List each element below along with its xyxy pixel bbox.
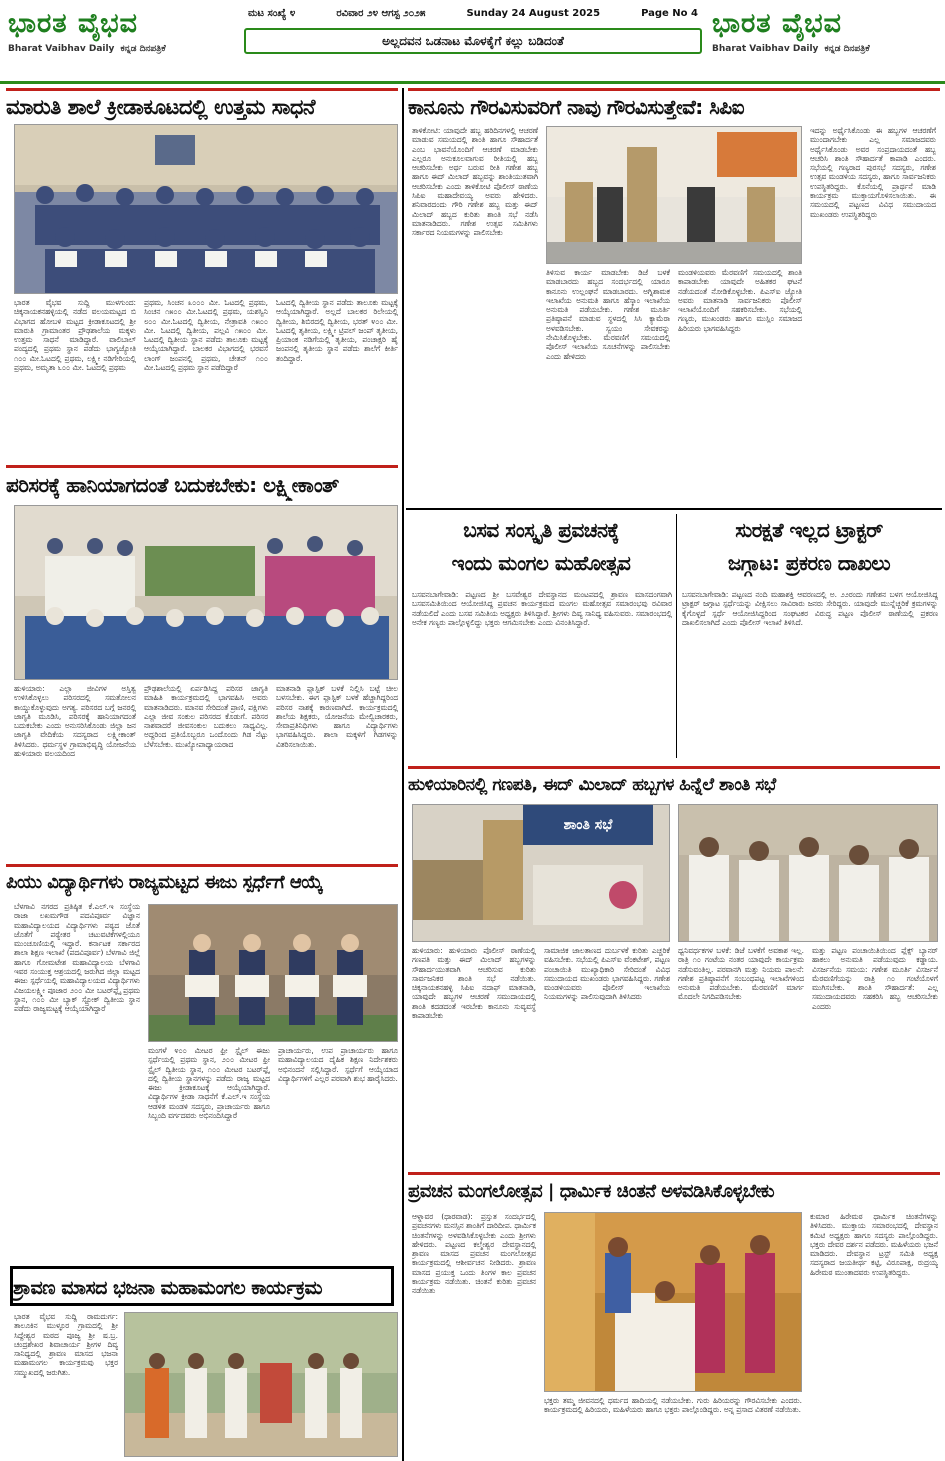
article-text: ಬೆಳಗಾವಿ ನಗರದ ಪ್ರತಿಷ್ಠಿತ ಕೆ.ಎಲ್.ಇ ಸಂಸ್ಥೆಯ ರಾಜಾ ಲಖಮಗೌಡ ಪದವಿಪೂರ್ವ ವಿಜ್ಞಾನ ಮಹಾವಿದ್ಯಾಲಯದ ವಿದ್ಯಾರ್ಥಿಗಳು ಪಠ್ಯದ ಜೊತೆ ಜೊತೆಗೆ ಪಠ್ಯೇತರ ಚಟುವಟಿಕೆಗಳಲ್ಲಿಯೂ ಮುಂಚೂಣಿಯಲ್ಲಿ ಇದ್ದಾರೆ. ಕರ್ನಾಟಕ ಸರ್ಕಾರದ ಶಾಲಾ ಶಿಕ್ಷಣ ಇಲಾಖೆ (ಪದವಿಪೂರ್ವ) ಬೆಳಗಾವಿ ಜಿಲ್ಲೆ ಹಾಗೂ ಗೋಮಟೇಶ ಮಹಾವಿದ್ಯಾಲಯ ಬೆಳಗಾವಿ ಇವರ ಸಂಯುಕ್ತ ಆಶ್ರಯದಲ್ಲಿ ಜರುಗಿದ ಜಿಲ್ಲಾ ಮಟ್ಟದ ಈಜು ಸ್ಪರ್ಧೆಯಲ್ಲಿ ಮಹಾವಿದ್ಯಾಲಯದ ವಿದ್ಯಾರ್ಥಿಗಳು ವಿಜಯಲಕ್ಷ್ಮೀ ಪೂಜಾರ ೨೦೦ ಮೀ ಬಟರ್‌ಫ್ಲೈ ಪ್ರಥಮ ಸ್ಥಾನ, ೧೦೦ ಮೀ ಬ್ಯಾಕ್ ಸ್ಟ್ರೋಕ್ ದ್ವಿತೀಯ ಸ್ಥಾನ ಪಡೆದು ರಾಜ್ಯಮಟ್ಟಕ್ಕೆ ಆಯ್ಕೆಯಾಗಿದ್ದಾರೆ — [14, 902, 140, 1014]
photo-students-with-certificates — [14, 124, 398, 294]
headline-line: ಬಸವ ಸಂಸ್ಕೃತಿ ಪ್ರವಚನಕ್ಕೆ — [463, 518, 619, 542]
photo-peace-meeting — [546, 126, 802, 264]
article-text: ಮತ್ತು ಪಟ್ಟಣ ಪಂಚಾಯಿತಿಯಿಂದ ಪ್ಲೆಕ್ಸ್ ಬ್ಯಾನರ್ ಹಾಕಲು ಅನುಮತಿ ಪಡೆಯುವುದು ಕಡ್ಡಾಯ. ವಿಸರ್ಜನೆಯ ಸಮಯ: ಗಣೇಶ ಮೂರ್ತಿ ವಿಸರ್ಜನೆ ಮೆರವಣಿಗೆಯನ್ನು ರಾತ್ರಿ ೧೦ ಗಂಟೆಯೊಳಗೆ ಮುಗಿಸಬೇಕು. ಶಾಂತಿ ಸೌಹಾರ್ದತೆ: ಎಲ್ಲ ಸಮುದಾಯದವರು ಸಹಕರಿಸಿ ಹಬ್ಬ ಆಚರಿಸಬೇಕು ಎಂದರು — [812, 946, 938, 1011]
logo-title: ಭಾರತ ವೈಭವ — [712, 8, 842, 39]
logo-english: Bharat Vaibhav Daily — [712, 44, 819, 54]
article-text: ಮಂಡಳಿಯವರು ಮೆರವಣಿಗೆ ಸಮಯದಲ್ಲಿ ಶಾಂತಿ ಕಾಪಾಡಬೇಕು ಯಾವುದೇ ಅಹಿತಕರ ಘಟನೆ ನಡೆಯದಂತೆ ನೋಡಿಕೊಳ್ಳಬೇಕು. ಪಿಎಸ್ಐ ಜ್ಯೋತಿ ಅವರು ಮಾತನಾಡಿ ಸಾರ್ವಜನಿಕರು ಪೊಲೀಸ್ ಇಲಾಖೆಯೊಂದಿಗೆ ಸಹಕರಿಸಬೇಕು. ಸಭೆಯಲ್ಲಿ ಗಣ್ಯರು, ಮುಖಂಡರು ಹಾಗೂ ಮುಸ್ಲಿಂ ಸಮಾಜದ ಹಿರಿಯರು ಭಾಗವಹಿಸಿದ್ದರು — [678, 268, 802, 333]
headline-pravachana-mangalotsava: ಪ್ರವಚನ ಮಂಗಲೋತ್ಸವ | ಧಾರ್ಮಿಕ ಚಿಂತನೆ ಅಳವಡಿಸಿಕೊಳ್ಳಬೇಕು — [408, 1172, 940, 1208]
article-text: ಭಾರತ ವೈಭವ ಸುದ್ದಿ ರಾಮದುರ್ಗ: ತಾಲೂಕಿನ ಮುಳ್ಳೂರ ಗ್ರಾಮದಲ್ಲಿ ಶ್ರೀ ಸಿದ್ದೇಶ್ವರ ಮಠದ ಪೂಜ್ಯ ಶ್ರೀ ಷ.ಬ್ರ. ಚಂದ್ರಶೇಖರ ಶಿವಾಚಾರ್ಯ ಶ್ರೀಗಳ ದಿವ್ಯ ಸಾನಿಧ್ಯದಲ್ಲಿ ಶ್ರಾವಣ ಮಾಸದ ಭಜನಾ ಮಹಾಮಂಗಲ ಕಾರ್ಯಕ್ರಮವು ಭಕ್ತರ ಸಮ್ಮುಖದಲ್ಲಿ ಜರುಗಿತು. — [14, 1312, 118, 1377]
article-text: ಮಂಗಳೆ ೪೦೦ ಮೀಟರ ಫ್ರೀ ಸ್ಟೈಲ್ ಈಜು ಸ್ಪರ್ಧೆಯಲ್ಲಿ ಪ್ರಥಮ ಸ್ಥಾನ, ೨೦೦ ಮೀಟರ ಫ್ರೀ ಸ್ಟೈಲ್ ದ್ವಿತೀಯ ಸ್ಥಾನ, ೧೦೦ ಮೀಟರ ಬಟರ್‌ಫ್ಲೈ ದಲ್ಲಿ ದ್ವಿತೀಯ ಸ್ಥಾನಗಳನ್ನು ಪಡೆದು ರಾಜ್ಯ ಮಟ್ಟದ ಈಜು ಕ್ರೀಡಾಕೂಟಕ್ಕೆ ಆಯ್ಕೆಯಾಗಿದ್ದಾರೆ. ವಿದ್ಯಾರ್ಥಿಗಳ ಕ್ರೀಡಾ ಸಾಧನೆಗೆ ಕೆ.ಎಲ್.ಇ ಸಂಸ್ಥೆಯ ಆಡಳಿತ ಮಂಡಳಿ ಸದಸ್ಯರು, ಪ್ರಾಚಾರ್ಯರು ಹಾಗೂ ಸಿಬ್ಬಂದಿ ವರ್ಗದವರು ಅಭಿನಂದಿಸಿದ್ದಾರೆ — [148, 1046, 270, 1121]
article-text: ಪ್ರೌಢಶಾಲೆಯಲ್ಲಿ ಏರ್ಪಡಿಸಿದ್ದ ಪರಿಸರ ಜಾಗೃತಿ ಮಾಹಿತಿ ಕಾರ್ಯಕ್ರಮದಲ್ಲಿ ಭಾಗವಹಿಸಿ ಅವರು ಮಾತನಾಡಿದರು. ಮಾನವ ಸೇರಿದಂತೆ ಪ್ರಾಣಿ, ಪಕ್ಷಿಗಳು ಎಲ್ಲಾ ಜೀವ ಸಂಕುಲ ಪರಿಸರದ ಕೊಡುಗೆ. ಪರಿಸರ ನಾಶವಾದರೆ ಜೀವಸಂಕುಲ ಬದುಕಲು ಸಾಧ್ಯವಿಲ್ಲ. ಅದ್ದರಿಂದ ಪ್ರತಿಯೊಬ್ಬರೂ ಒಂದೊಂದು ಗಿಡ ನೆಟ್ಟು ಬೆಳೆಸಬೇಕು. ಮುಖ್ಯೋಪಾಧ್ಯಾಯರಾದ — [144, 684, 268, 749]
logo-english: Bharat Vaibhav Daily — [8, 44, 115, 54]
page-number: Page No 4 — [641, 7, 698, 19]
logo-title: ಭಾರತ ವೈಭವ — [8, 8, 138, 39]
article-text: ಹುಳಿಯಾರು: ಹುಳಿಯಾರು ಪೊಲೀಸ್ ಠಾಣೆಯಲ್ಲಿ ಗಣಪತಿ ಮತ್ತು ಈದ್ ಮಿಲಾದ್ ಹಬ್ಬಗಳನ್ನು ಸೌಹಾರ್ದಯುತವಾಗಿ ಆಚರಿಸುವ ಕುರಿತು ಸಾರ್ವಜನಿಕರ ಶಾಂತಿ ಸಭೆ ನಡೆಯಿತು. ಚಿಕ್ಕನಾಯಕನಹಳ್ಳಿ ಸಿಪಿಐ ನದಾಫ್ ಮಾತನಾಡಿ, ಯಾವುದೇ ಹಬ್ಬಗಳ ಆಚರಣೆ ಸಮುದಾಯದಲ್ಲಿ ಶಾಂತಿ ಕದಡದಂತೆ ಇರಬೇಕು ಕಾನೂನು ಸುವ್ಯವಸ್ಥೆ ಕಾಪಾಡಬೇಕು — [412, 946, 536, 1021]
photo-pravachana — [544, 1212, 802, 1392]
column-divider — [402, 88, 404, 1461]
article-text: ಹುಳಿಯಾರು: ಎಲ್ಲಾ ಜೀವಿಗಳ ಅಸ್ತಿತ್ವ ಉಳಿಸಿಕೊಳ್ಳಲು ಪರಿಸರದಲ್ಲಿ ಸಮತೋಲನ ಕಾಯ್ದುಕೊಳ್ಳುವುದು ಅಗತ್ಯ. ಪರಿಸರದ ಬಗ್ಗೆ ಜನರಲ್ಲಿ ಜಾಗೃತಿ ಮೂಡಿಸಿ, ಪರಿಸರಕ್ಕೆ ಹಾನಿಯಾಗದಂತೆ ಬದುಕಬೇಕು ಎಂದು ಅನುಸರಿಸಿಕೊಂಡು ಜಿಲ್ಲಾ ಜನ ಜಾಗೃತಿ ವೇದಿಕೆಯ ಸದಸ್ಯರಾದ ಲಕ್ಷ್ಮೀಕಾಂತ್ ತಿಳಿಸಿದರು. ಧರ್ಮಸ್ಥಳ ಗ್ರಾಮಾಭಿವೃದ್ಧಿ ಯೋಜನೆಯ ಹುಳಿಯಾರು ವಲಯದಿಂದ — [14, 684, 136, 759]
logo-subtitle: ಕನ್ನಡ ದಿನಪತ್ರಿಕೆ — [120, 44, 166, 54]
article-text: ಕುಮಾರ ಹಿರೇಮಠ ಧಾರ್ಮಿಕ ಚಿಂತನೆಗಳನ್ನು ತಿಳಿಸಿದರು. ಮುಕ್ತಾಯ ಸಮಾರಂಭದಲ್ಲಿ ದೇವಸ್ಥಾನ ಕಮಿಟಿ ಅಧ್ಯಕ್ಷರು ಹಾಗೂ ಸದಸ್ಯರು ಪಾಲ್ಗೊಂಡಿದ್ದರು. ಭಕ್ತರು ದೇವರ ದರ್ಶನ ಪಡೆದರು. ಮಹಿಳೆಯರು ಭಜನೆ ಮಾಡಿದರು. ದೇವಸ್ಥಾನ ಟ್ರಸ್ಟ್ ಸಮಿತಿ ಅಧ್ಯಕ್ಷ ಸದಸ್ಯರಾದ ಜಯತೀರ್ಥ ಕಟ್ಟಿ, ವಿರೂಪಾಕ್ಷ, ರುದ್ರಯ್ಯ ಹಿರೇಮಠ ಮುಂತಾದವರು ಉಪಸ್ಥಿತರಿದ್ದರು. — [810, 1212, 938, 1277]
article-text: ಇದನ್ನು ಅರ್ಥೈಸಿಕೊಂಡು ಈ ಹಬ್ಬಗಳ ಆಚರಣೆಗೆ ಮುಂದಾಗಬೇಕು ಎಲ್ಲ ಸಮಾಜದವರು ಅರ್ಥೈಸಿಕೊಂಡು ಅವರ ಸಂಪ್ರದಾಯದಂತೆ ಹಬ್ಬ ಆಚರಿಸಿ ಶಾಂತಿ ಸೌಹಾರ್ದತೆ ಕಾಪಾಡಿ ಎಂದರು. ಸಭೆಯಲ್ಲಿ ಗಣ್ಯರಾದ ಪುರಸಭೆ ಸದಸ್ಯರು, ಗಣೇಶ ಉತ್ಸವ ಮಂಡಳಿಯ ಸದಸ್ಯರು, ಹಾಗೂ ಸಾರ್ವಜನಿಕರು ಉಪಸ್ಥಿತರಿದ್ದರು. ಕೊನೆಯಲ್ಲಿ ಪ್ರಾರ್ಥನೆ ಮಾಡಿ ಕಾರ್ಯಕ್ರಮ ಮುಕ್ತಾಯಗೊಳಿಸಲಾಯಿತು. ಈ ಸಮಯದಲ್ಲಿ ಪಟ್ಟಣದ ವಿವಿಧ ಸಮುದಾಯದ ಮುಖಂಡರು ಉಪಸ್ಥಿತರಿದ್ದರು — [810, 126, 936, 219]
article-text: ಓಟದಲ್ಲಿ ದ್ವಿತೀಯ ಸ್ಥಾನ ಪಡೆದು ತಾಲೂಕು ಮಟ್ಟಕ್ಕೆ ಆಯ್ಕೆಯಾಗಿದ್ದಾರೆ. ಅಲ್ಲದೆ ಬಾಲಕರ ರಿಲೇಯಲ್ಲಿ ದ್ವಿತೀಯ, ಶಿಬಿರದಲ್ಲಿ ದ್ವಿತೀಯ, ಭರತ್ ೪೦೦ ಮೀ. ಓಟದಲ್ಲಿ ತೃತೀಯ, ಲಕ್ಷ್ಮೀ ಟ್ರಿಪಲ್ ಜಂಪ್ ತೃತೀಯ, ಪ್ರಿಯಾಂಕ ನಡಿಗೆಯಲ್ಲಿ ತೃತೀಯ, ಪಂಚಾಕ್ಷರಿ ಹೈ ಜಂಪನಲ್ಲಿ ತೃತೀಯ ಸ್ಥಾನ ಪಡೆದು ಶಾಲೆಗೆ ಕೀರ್ತಿ ತಂದಿದ್ದಾರೆ. — [276, 298, 398, 363]
photo-swimmers — [148, 904, 398, 1042]
photo-audience — [678, 804, 938, 942]
article-text: ಆಳ್ನಾವರ (ಧಾರವಾಡ): ಪ್ರಸ್ತುತ ಸಂದರ್ಭದಲ್ಲಿ ಪ್ರವಚನಗಳು ಮನಸ್ಸಿನ ಶಾಂತಿಗೆ ದಾರಿದೀಪ. ಧಾರ್ಮಿಕ ಚಿಂತನೆಗಳನ್ನು ಅಳವಡಿಸಿಕೊಳ್ಳಬೇಕು ಎಂದು ಶ್ರೀಗಳು ಹೇಳಿದರು. ಪಟ್ಟಣದ ಕಲ್ಮೇಶ್ವರ ದೇವಸ್ಥಾನದಲ್ಲಿ ಶ್ರಾವಣ ಮಾಸದ ಪ್ರವಚನ ಮಂಗಲೋತ್ಸವ ಕಾರ್ಯಕ್ರಮದಲ್ಲಿ ಆಶೀರ್ವಚನ ನೀಡಿದರು. ಶ್ರಾವಣ ಮಾಸದ ಪ್ರಯುಕ್ತ ಒಂದು ತಿಂಗಳ ಕಾಲ ಪ್ರವಚನ ಕಾರ್ಯಕ್ರಮ ನಡೆಯಿತು. ಚಿಂತನೆ ಕುರಿತು ಪ್ರವಚನ ನಡೆಯಿತು — [412, 1212, 536, 1296]
article-text: ತಾಳಿಕೋಟಿ: ಯಾವುದೇ ಹಬ್ಬ ಹರಿದಿನಗಳಲ್ಲಿ ಆಚರಣೆ ಮಾಡುವ ಸಮಯದಲ್ಲಿ ಶಾಂತಿ ಹಾಗೂ ಸೌಹಾರ್ದತೆ ಎಂಬ ಭಾವನೆಯೊಂದಿಗೆ ಆಚರಣೆ ಮಾಡಬೇಕು ಎಲ್ಲರೂ ಅನುಕೂಲವಾಗುವ ರೀತಿಯಲ್ಲಿ ಹಬ್ಬ ಆಚರಿಸಬೇಕು ಅರ್ಥ ಬರುವ ರೀತಿ ಗಣೇಶ ಹಬ್ಬ ಹಾಗೂ ಈದ್ ಮಿಲಾದ್ ಹಬ್ಬವನ್ನು ಶಾಂತಿಯುತವಾಗಿ ಆಚರಿಸಬೇಕು ಎಂದು ತಾಳಿಕೋಟಿ ಪೊಲೀಸ್ ಠಾಣೆಯ ಸಿಪಿಐ ಮಹಾದೇವಯ್ಯ ಅವರು ಹೇಳಿದರು. ಶನಿವಾರದಂದು ಗೌರಿ ಗಣೇಶ ಹಬ್ಬ ಮತ್ತು ಈದ್ ಮಿಲಾದ್ ಹಬ್ಬದ ಕುರಿತು ಶಾಂತಿ ಸಭೆ ನಡೆಸಿ ಮಾತನಾಡಿದರು. ಗಣೇಶ ಉತ್ಸವ ಸಮಿತಿಗಳು ಸರ್ಕಾರದ ನಿಯಮಗಳನ್ನು ಪಾಲಿಸಬೇಕು — [412, 126, 538, 238]
photo-sign-text: ಶಾಂತಿ ಸಭೆ — [563, 817, 613, 833]
article-text: ಧ್ವನಿವರ್ಧಕಗಳ ಬಳಕೆ: ಡಿಜೆ ಬಳಕೆಗೆ ಅವಕಾಶ ಇಲ್ಲ. ರಾತ್ರಿ ೧೦ ಗಂಟೆಯ ನಂತರ ಯಾವುದೇ ಕಾರ್ಯಕ್ರಮ ನಡೆಸುವಂತಿಲ್ಲ. ಪರವಾನಗಿ ಮತ್ತು ನಿಯಮ ಪಾಲನೆ: ಗಣೇಶ ಪ್ರತಿಷ್ಠಾಪನೆಗೆ ಸಂಬಂಧಪಟ್ಟ ಇಲಾಖೆಗಳಿಂದ ಅನುಮತಿ ಪಡೆಯಬೇಕು. ಮೆರವಣಿಗೆ ಮಾರ್ಗ ಮೊದಲೇ ನಿಗದಿಪಡಿಸಬೇಕು — [678, 946, 804, 1002]
headline-maruti-school: ಮಾರುತಿ ಶಾಲೆ ಕ್ರೀಡಾಕೂಟದಲ್ಲಿ ಉತ್ತಮ ಸಾಧನೆ — [6, 88, 398, 122]
date-english: Sunday 24 August 2025 — [466, 7, 601, 19]
section-divider — [406, 508, 942, 510]
headline-line: ಸುರಕ್ಷತೆ ಇಲ್ಲದ ಟ್ರಾಕ್ಟರ್ — [735, 518, 883, 542]
column-divider — [676, 514, 677, 758]
logo-right — [712, 4, 944, 76]
date-kannada: ರವಿವಾರ ೨೪ ಆಗಸ್ಟ ೨೦೨೫ — [336, 7, 426, 19]
article-text: ಪ್ರಾಚಾರ್ಯರು, ಉಪ ಪ್ರಾಚಾರ್ಯರು ಹಾಗೂ ಮಹಾವಿದ್ಯಾಲಯದ ದೈಹಿಕ ಶಿಕ್ಷಣ ನಿರ್ದೇಶಕರು ಅಭಿನಂದನೆ ಸಲ್ಲಿಸಿದ್ದಾರೆ. ಸ್ಪರ್ಧೆಗೆ ಆಯ್ಕೆಯಾದ ವಿದ್ಯಾರ್ಥಿಗಳಿಗೆ ಎಲ್ಲರ ಪರವಾಗಿ ಶುಭ ಹಾರೈಸಿದರು. — [278, 1046, 398, 1083]
article-text: ಮಾತನಾಡಿ ಪ್ಲಾಸ್ಟಿಕ್ ಬಳಕೆ ನಿಲ್ಲಿಸಿ ಬಟ್ಟೆ ಚೀಲ ಬಳಸಬೇಕು. ಈಗ ಪ್ಲಾಸ್ಟಿಕ್ ಬಳಕೆ ಹೆಚ್ಚಾಗಿದ್ದರಿಂದ ಪರಿಸರ ನಾಶಕ್ಕೆ ಕಾರಣವಾಗಿದೆ. ಕಾರ್ಯಕ್ರಮದಲ್ಲಿ ಶಾಲೆಯ ಶಿಕ್ಷಕರು, ಯೋಜನೆಯ ಮೇಲ್ವಿಚಾರಕರು, ಸೇವಾಪ್ರತಿನಿಧಿಗಳು ಹಾಗೂ ವಿದ್ಯಾರ್ಥಿಗಳು ಭಾಗವಹಿಸಿದ್ದರು. ಶಾಲಾ ಮಕ್ಕಳಿಗೆ ಗಿಡಗಳನ್ನು ವಿತರಿಸಲಾಯಿತು. — [276, 684, 398, 749]
headline-line: ಇಂದು ಮಂಗಲ ಮಹೋತ್ಸವ — [451, 551, 631, 575]
issue-bar — [244, 4, 702, 22]
issue-number: ಮಟ ಸಂಖ್ಯೆ ೪ — [248, 7, 296, 19]
article-text: ಸಾಮಾಜಿಕ ಜಾಲತಾಣದ ದುರ್ಬಳಕೆ ಕುರಿತು ಎಚ್ಚರಿಕೆ ವಹಿಸಬೇಕು. ಸಭೆಯಲ್ಲಿ ಪಿಎಸ್ಐ ವೆಂಕಟೇಶ್, ಪಟ್ಟಣ ಪಂಚಾಯಿತಿ ಮುಖ್ಯಾಧಿಕಾರಿ ಸೇರಿದಂತೆ ವಿವಿಧ ಸಮುದಾಯದ ಮುಖಂಡರು ಭಾಗವಹಿಸಿದ್ದರು. ಗಣೇಶ ಮಂಡಳಿಯವರು ಪೊಲೀಸ್ ಇಲಾಖೆಯ ನಿಯಮಗಳನ್ನು ಪಾಲಿಸುವುದಾಗಿ ತಿಳಿಸಿದರು — [544, 946, 670, 1002]
article-text: ಬಸವನಬಾಗೇವಾಡಿ: ಪಟ್ಟಣದ ನಂದಿ ಮಹಾಶಕ್ತಿ ಆವರಣದಲ್ಲಿ ಅ. ೨೨ರಂದು ಗಣೇಶನ ಬಳಗ ಆಯೋಜಿಸಿದ್ದ ಟ್ರಾಕ್ಟರ್ ಜಗ್ಗಾಟ ಸ್ಪರ್ಧೆಯನ್ನು ವೀಕ್ಷಿಸಲು ಸಾವಿರಾರು ಜನರು ಸೇರಿದ್ದರು. ಯಾವುದೇ ಮುನ್ನೆಚ್ಚರಿಕೆ ಕ್ರಮಗಳನ್ನು ಕೈಗೊಳ್ಳದೆ ಸ್ಪರ್ಧೆ ಆಯೋಜಿಸಿದ್ದರಿಂದ ಸಂಘಟಕರ ವಿರುದ್ಧ ಪಟ್ಟಣ ಪೊಲೀಸ್ ಠಾಣೆಯಲ್ಲಿ ಪ್ರಕರಣ ದಾಖಲಿಸಲಾಗಿದೆ ಎಂದು ಪೊಲೀಸ್ ಇಲಾಖೆ ತಿಳಿಸಿದೆ. — [682, 590, 938, 627]
tagline: ಅಲ್ಲದವನ ಒಡನಾಟ ಮೊಳಕೈಗೆ ಕಲ್ಲು ಬಡಿದಂತೆ — [244, 28, 702, 54]
headline-line: ಜಗ್ಗಾಟ: ಪ್ರಕರಣ ದಾಖಲು — [727, 551, 891, 575]
headline-tractor — [680, 514, 938, 584]
article-text: ಭಕ್ತರು ತಮ್ಮ ಜೀವನದಲ್ಲಿ ಧರ್ಮದ ಹಾದಿಯಲ್ಲಿ ನಡೆಯಬೇಕು. ಗುರು ಹಿರಿಯರನ್ನು ಗೌರವಿಸಬೇಕು ಎಂದರು. ಕಾರ್ಯಕ್ರಮದಲ್ಲಿ ಹಿರಿಯರು, ಮಹಿಳೆಯರು ಹಾಗೂ ಭಕ್ತರು ಪಾಲ್ಗೊಂಡಿದ್ದರು. ಅನ್ನ ಪ್ರಸಾದ ವಿತರಣೆ ನಡೆಯಿತು. — [544, 1396, 802, 1415]
photo-police-station — [412, 804, 670, 942]
article-text: ಬಸವನಬಾಗೇವಾಡಿ: ಪಟ್ಟಣದ ಶ್ರೀ ಬಸವೇಶ್ವರ ದೇವಸ್ಥಾನದ ಮಂಟಪದಲ್ಲಿ ಶ್ರಾವಣ ಮಾಸದಂಗವಾಗಿ ಬಸವಸಮಿತಿಯಿಂದ ಆಯೋಜಿಸಿದ್ದ ಪ್ರವಚನ ಕಾರ್ಯಕ್ರಮದ ಮಂಗಲ ಮಹೋತ್ಸವ ಸಮಾರಂಭವು ರವಿವಾರ ನಡೆಯಲಿದೆ ಎಂದು ಬಸವ ಸಮಿತಿಯ ಅಧ್ಯಕ್ಷರು ತಿಳಿಸಿದ್ದಾರೆ. ಶ್ರೀಗಳು ದಿವ್ಯ ಸಾನಿಧ್ಯ ವಹಿಸುವರು. ಸಮಾರಂಭದಲ್ಲಿ ಅನೇಕ ಗಣ್ಯರು ಪಾಲ್ಗೊಳ್ಳಲಿದ್ದು ಭಕ್ತರು ಆಗಮಿಸಬೇಕು ಎಂದು ವಿನಂತಿಸಿದ್ದಾರೆ. — [412, 590, 672, 627]
headline-environment: ಪರಿಸರಕ್ಕೆ ಹಾನಿಯಾಗದಂತೆ ಬದುಕಬೇಕು: ಲಕ್ಷ್ಮೀಕಾಂತ್ — [6, 465, 398, 501]
headline-swimming: ಪಿಯು ವಿದ್ಯಾರ್ಥಿಗಳು ರಾಜ್ಯಮಟ್ಟದ ಈಜು ಸ್ಪರ್ಧೆಗೆ ಆಯ್ಕೆ — [6, 864, 398, 898]
headline-basava-pravachana — [410, 514, 672, 584]
photo-bhajana — [124, 1312, 398, 1457]
logo-left — [8, 4, 240, 76]
headline-cpi: ಕಾನೂನು ಗೌರವಿಸುವರಿಗೆ ನಾವು ಗೌರವಿಸುತ್ತೇವೆ: ಸಿಪಿಐ — [408, 88, 940, 122]
photo-environment-event — [14, 505, 398, 680]
article-text: ಭಾರತ ವೈಭವ ಸುದ್ದಿ ಮುಳಗುಂದ: ಚಿಕ್ಕನಾಯಕನಹಳ್ಳಿಯಲ್ಲಿ ನಡೆದ ವಲಯಮಟ್ಟದ ಬಿ ವಿಭಾಗದ ಹೋಬಳಿ ಮಟ್ಟದ ಕ್ರೀಡಾಕೂಟದಲ್ಲಿ ಶ್ರೀ ಮಾರುತಿ ಗ್ರಾಮಾಂತರ ಪ್ರೌಢಶಾಲೆಯ ಮಕ್ಕಳು ಉತ್ತಮ ಸಾಧನೆ ಮಾಡಿದ್ದಾರೆ. ವಾಲಿಬಾಲ್ ಪಂದ್ಯದಲ್ಲಿ ಪ್ರಥಮ ಸ್ಥಾನ ಪಡೆದು ಭಾಗ್ಯಜ್ಯೋತಿ ೧೦೦ ಮೀ.ಓಟದಲ್ಲಿ ಪ್ರಥಮ, ಲಕ್ಷ್ಮೀ ನಡಿಗೇರಿಯಲ್ಲಿ ಪ್ರಥಮ, ಅಮೃತಾ ೬೦೦ ಮೀ. ಓಟದಲ್ಲಿ ಪ್ರಥಮ — [14, 298, 136, 373]
article-text: ತಿಳಿಸುವ ಕಾರ್ಯ ಮಾಡಬೇಕು ಡಿಜೆ ಬಳಕೆ ಮಾಡಬಾರದು ಹಬ್ಬದ ಸಂದರ್ಭದಲ್ಲಿ ಯಾರೂ ಕಾನೂನು ಉಲ್ಲಂಘನೆ ಮಾಡಬಾರದು. ಅಗ್ನಿಶಾಮಕ ಇಲಾಖೆಯ ಅನುಮತಿ ಹಾಗೂ ಹೆಸ್ಕಾಂ ಇಲಾಖೆಯ ಅನುಮತಿ ಪಡೆಯಬೇಕು. ಗಣೇಶ ಮೂರ್ತಿ ಪ್ರತಿಷ್ಠಾಪನೆ ಮಾಡುವ ಸ್ಥಳದಲ್ಲಿ ಸಿಸಿ ಕ್ಯಾಮೆರಾ ಅಳವಡಿಸಬೇಕು. ಸ್ವಯಂ ಸೇವಕರನ್ನು ನೇಮಿಸಿಕೊಳ್ಳಬೇಕು. ಮೆರವಣಿಗೆ ಸಮಯದಲ್ಲಿ ಪೊಲೀಸ್ ಇಲಾಖೆಯ ಸೂಚನೆಗಳನ್ನು ಪಾಲಿಸಬೇಕು ಎಂದು ಹೇಳಿದರು — [546, 268, 670, 361]
logo-subtitle: ಕನ್ನಡ ದಿನಪತ್ರಿಕೆ — [824, 44, 870, 54]
article-text: ಪ್ರಥಮ, ಸಿಂಚನ ೩೦೦೦ ಮೀ. ಓಟದಲ್ಲಿ ಪ್ರಥಮ, ಸಿಂಚನ ೧೫೦೦ ಮೀ.ಓಟದಲ್ಲಿ ಪ್ರಥಮ, ಯಶಸ್ವಿನಿ ೮೦೦ ಮೀ.ಓಟದಲ್ಲಿ ದ್ವಿತೀಯ, ನೇತ್ರಾವತಿ ೧೫೦೦ ಮೀ. ಓಟದಲ್ಲಿ ದ್ವಿತೀಯ, ಪಲ್ಲವಿ ೧೫೦೦ ಮೀ. ಓಟದಲ್ಲಿ ದ್ವಿತೀಯ ಸ್ಥಾನ ಪಡೆದು ತಾಲೂಕು ಮಟ್ಟಕ್ಕೆ ಆಯ್ಕೆಯಾಗಿದ್ದಾರೆ. ಬಾಲಕರ ವಿಭಾಗದಲ್ಲಿ ಭರವಸೆ ಲಾಂಗ್ ಜಂಪನಲ್ಲಿ ಪ್ರಥಮ, ಚೇತನ್ ೧೦೦ ಮೀ.ಓಟದಲ್ಲಿ ಪ್ರಥಮ ಸ್ಥಾನ ಪಡೆದಿದ್ದಾರೆ — [144, 298, 268, 373]
masthead — [0, 0, 945, 84]
headline-bhajana: ಶ್ರಾವಣ ಮಾಸದ ಭಜನಾ ಮಹಾಮಂಗಲ ಕಾರ್ಯಕ್ರಮ — [10, 1266, 394, 1306]
headline-huliyar-peace: ಹುಳಿಯಾರಿನಲ್ಲಿ ಗಣಪತಿ, ಈದ್ ಮಿಲಾದ್ ಹಬ್ಬಗಳ ಹಿನ್ನೆಲೆ ಶಾಂತಿ ಸಭೆ — [408, 766, 940, 800]
